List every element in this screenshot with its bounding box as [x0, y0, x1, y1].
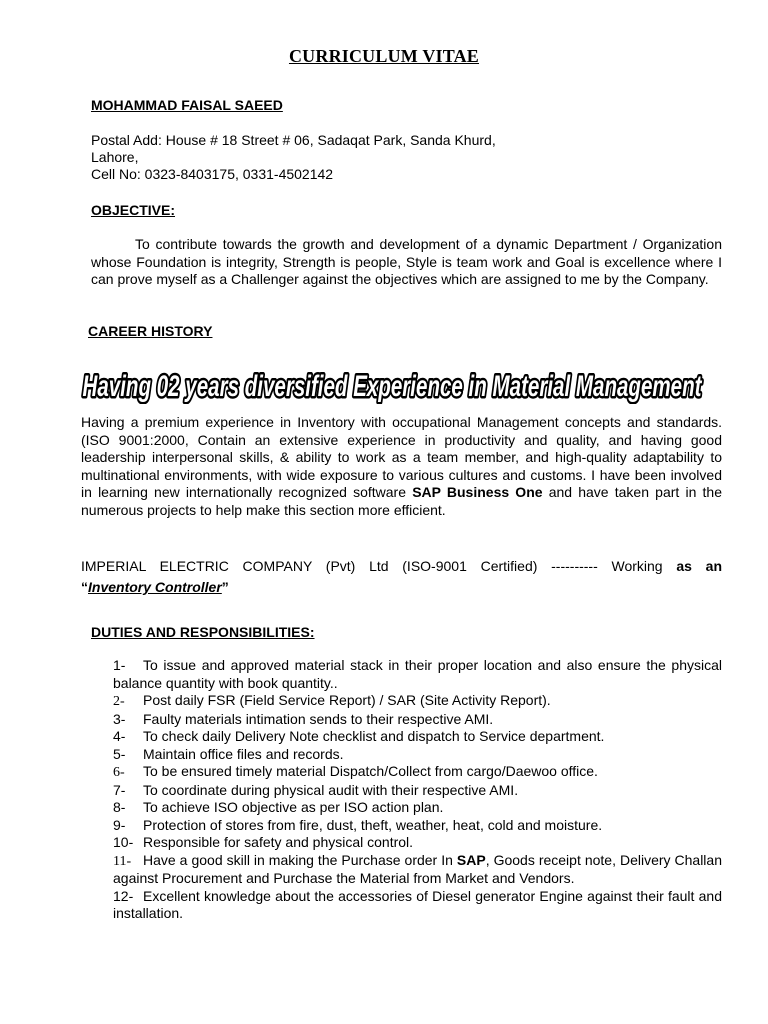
summary-part-a: Having a premium experience in Inventory with occupational Management concepts and standards. (ISO 9001:2000, Contain an extensive experience in productivity and quality, and having good leadership interpersonal skills, & ability to work as a team member, and high-quality adaptability to multinational environments, with wide exposure to various cultures and customs. I have been involved in learning new internationally recognized software	[81, 414, 722, 500]
role-title: Inventory Controller	[88, 579, 222, 595]
duty-text: To achieve ISO objective as per ISO action plan.	[143, 799, 444, 815]
duty-text: Maintain office files and records.	[143, 745, 344, 762]
duty-text-b: , Goods receipt note, Delivery Challan against Procurement and Purchase the Material from Market and Vendors.	[113, 851, 722, 886]
duty-number: 4-	[113, 728, 126, 744]
experience-banner	[80, 368, 705, 404]
contact-block	[91, 132, 496, 183]
duty-item	[113, 728, 722, 746]
summary-part-b: and have taken part in the numerous projects to help make this section more efficient.	[81, 484, 722, 518]
objective-text	[91, 236, 722, 289]
career-history-heading: CAREER HISTORY	[88, 323, 213, 339]
duty-number: 12-	[113, 887, 134, 904]
duty-number: 7-	[113, 781, 126, 798]
role-line	[81, 579, 229, 595]
duty-number: 5-	[113, 745, 126, 762]
duty-software: SAP	[456, 851, 486, 868]
duty-number: 2-	[113, 694, 125, 709]
duty-item	[113, 817, 722, 835]
duty-number: 11-	[113, 853, 132, 869]
duty-item	[113, 834, 722, 852]
duty-text: Excellent knowledge about the accessories of Diesel generator Engine against their fault and installation.	[113, 887, 722, 921]
duty-item	[113, 711, 722, 729]
document-title: CURRICULUM VITAE	[288, 46, 480, 66]
summary-software: SAP Business One	[412, 484, 543, 500]
objective-heading: OBJECTIVE:	[91, 202, 176, 218]
company-as-an: as an	[676, 558, 722, 574]
duty-number: 10-	[113, 834, 134, 850]
duty-item	[113, 763, 722, 782]
role-close-quote: ”	[221, 579, 229, 595]
objective-text-content: To contribute towards the growth and development of a dynamic Department / Organization whose Foundation is integrity, Strength is people, Style is team work and Goal is excellence where I can prove myself as a Challenger against the objectives which are assigned to me by the Company.	[91, 236, 722, 287]
duty-text: To issue and approved material stack in their proper location and also ensure the physical balance quantity with book quantity..	[113, 657, 722, 691]
duty-number: 3-	[113, 710, 126, 727]
duty-number: 8-	[113, 799, 126, 815]
experience-banner-text: Having 02 years diversified Experience in Material Management	[82, 370, 703, 403]
duty-number: 1-	[113, 657, 126, 673]
career-summary	[81, 414, 722, 519]
candidate-name: MOHAMMAD FAISAL SAEED	[91, 97, 283, 113]
duty-item	[113, 888, 722, 923]
duty-text-a: Have a good skill in making the Purchase order In	[143, 851, 453, 868]
duty-item	[113, 799, 722, 817]
duty-number: 6-	[113, 765, 125, 780]
duty-text: Faulty materials intimation sends to their respective AMI.	[143, 710, 494, 727]
duty-text: Post daily FSR (Field Service Report) / SAR (Site Activity Report).	[143, 692, 551, 708]
role-open-quote: “	[81, 579, 88, 595]
duty-text: To be ensured timely material Dispatch/Collect from cargo/Daewoo office.	[143, 763, 598, 779]
duty-item	[113, 782, 722, 800]
duty-item	[113, 746, 722, 764]
postal-address: Postal Add: House # 18 Street # 06, Sadaqat Park, Sanda Khurd,	[91, 132, 496, 148]
duty-item	[113, 657, 722, 692]
duties-list	[113, 657, 722, 923]
city: Lahore,	[91, 149, 139, 165]
company-line	[81, 553, 722, 579]
company-text: IMPERIAL ELECTRIC COMPANY (Pvt) Ltd (ISO-9001 Certified) ---------- Working	[81, 558, 663, 574]
duties-heading: DUTIES AND RESPONSIBILITIES:	[91, 624, 315, 640]
duty-text: To coordinate during physical audit with their respective AMI.	[143, 781, 519, 798]
duty-text: To check daily Delivery Note checklist and dispatch to Service department.	[143, 728, 605, 744]
duty-text: Responsible for safety and physical control.	[143, 834, 414, 850]
duty-item	[113, 852, 722, 888]
duty-text: Protection of stores from fire, dust, theft, weather, heat, cold and moisture.	[143, 816, 603, 833]
duty-number: 9-	[113, 816, 126, 833]
cell-number: Cell No: 0323-8403175, 0331-4502142	[91, 166, 334, 182]
duty-item	[113, 692, 722, 711]
